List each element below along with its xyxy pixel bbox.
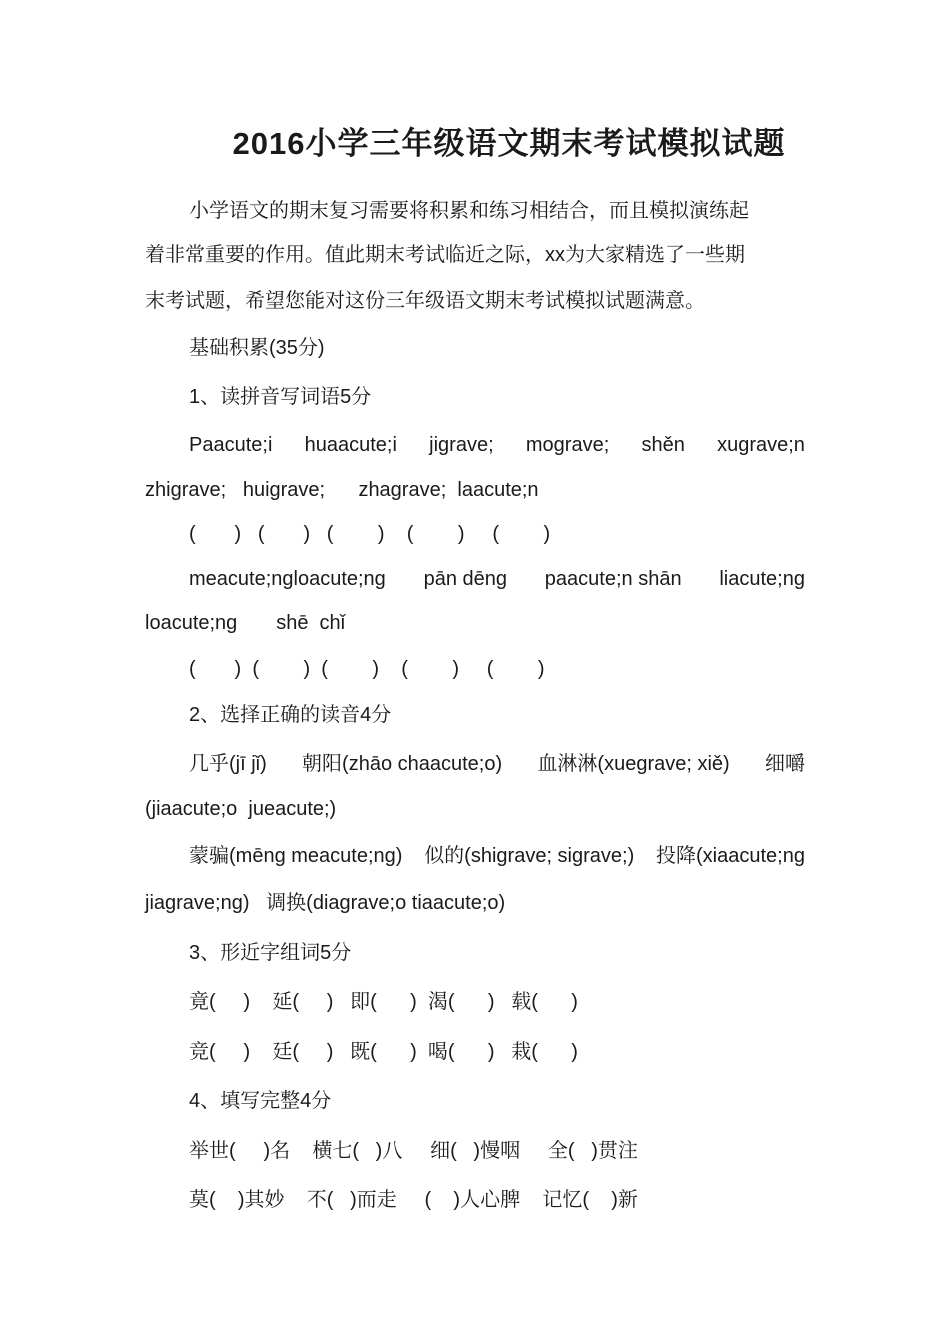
q1-answer-blanks-2: ( ) ( ) ( ) ( ) ( ) [189, 658, 545, 680]
q4-row-1: 举世( )名 横七( )八 细( )慢咽 全( )贯注 [189, 1140, 638, 1162]
pinyin-word: pān dēng [423, 568, 508, 590]
pinyin-word: xugrave;n [717, 434, 805, 456]
intro-line-2: 着非常重要的作用。值此期末考试临近之际，xx为大家精选了一些期 [145, 244, 745, 266]
q2-row-1 [189, 751, 805, 777]
q1-pinyin-row-2-cont: loacute;ng shē chǐ [145, 612, 346, 634]
q1-pinyin-row-1 [189, 432, 805, 458]
reading-choice: 朝阳(zhāo chaacute;o) [302, 753, 503, 775]
pinyin-word: meacute;ngloacute;ng [189, 568, 386, 590]
reading-choice: 蒙骗(mēng meacute;ng) [189, 845, 403, 867]
reading-choice: 投降(xiaacute;ng [656, 845, 805, 867]
pinyin-word: Paacute;i [189, 434, 273, 456]
q3-row-2: 竞( ) 廷( ) 既( ) 喝( ) 栽( ) [189, 1041, 578, 1063]
reading-choice: 似的(shigrave; sigrave;) [424, 845, 635, 867]
q1-pinyin-row-1-cont: zhigrave; huigrave; zhagrave; laacute;n [145, 479, 539, 501]
pinyin-word: jigrave; [429, 434, 494, 456]
intro-line-3: 末考试题，希望您能对这份三年级语文期末考试模拟试题满意。 [145, 290, 705, 312]
reading-choice: 血淋淋(xuegrave; xiě) [537, 753, 730, 775]
q1-heading: 1、读拼音写词语5分 [189, 386, 372, 408]
pinyin-word: paacute;n shān [544, 568, 682, 590]
q2-row-2-cont: jiagrave;ng) 调换(diagrave;o tiaacute;o) [145, 892, 506, 914]
q2-heading: 2、选择正确的读音4分 [189, 704, 392, 726]
q1-answer-blanks-1: ( ) ( ) ( ) ( ) ( ) [189, 523, 551, 545]
q4-row-2: 莫( )其妙 不( )而走 ( )人心脾 记忆( )新 [189, 1189, 638, 1211]
q2-row-1-cont: (jiaacute;o jueacute;) [145, 798, 337, 820]
pinyin-word: huaacute;i [304, 434, 397, 456]
section-heading: 基础积累(35分) [189, 337, 325, 359]
q1-pinyin-row-2 [189, 566, 805, 592]
reading-choice: 几乎(jī jǐ) [189, 753, 267, 775]
intro-line-1: 小学语文的期末复习需要将积累和练习相结合，而且模拟演练起 [189, 200, 749, 222]
q4-heading: 4、填写完整4分 [189, 1090, 332, 1112]
q3-heading: 3、形近字组词5分 [189, 942, 352, 964]
pinyin-word: shěn [641, 434, 685, 456]
q3-row-1: 竟( ) 延( ) 即( ) 渴( ) 载( ) [189, 991, 578, 1013]
pinyin-word: mograve; [525, 434, 610, 456]
q2-row-2 [189, 843, 805, 869]
reading-choice: 细嚼 [765, 753, 805, 775]
pinyin-word: liacute;ng [719, 568, 805, 590]
document-title: 2016小学三年级语文期末考试模拟试题 [232, 126, 786, 161]
